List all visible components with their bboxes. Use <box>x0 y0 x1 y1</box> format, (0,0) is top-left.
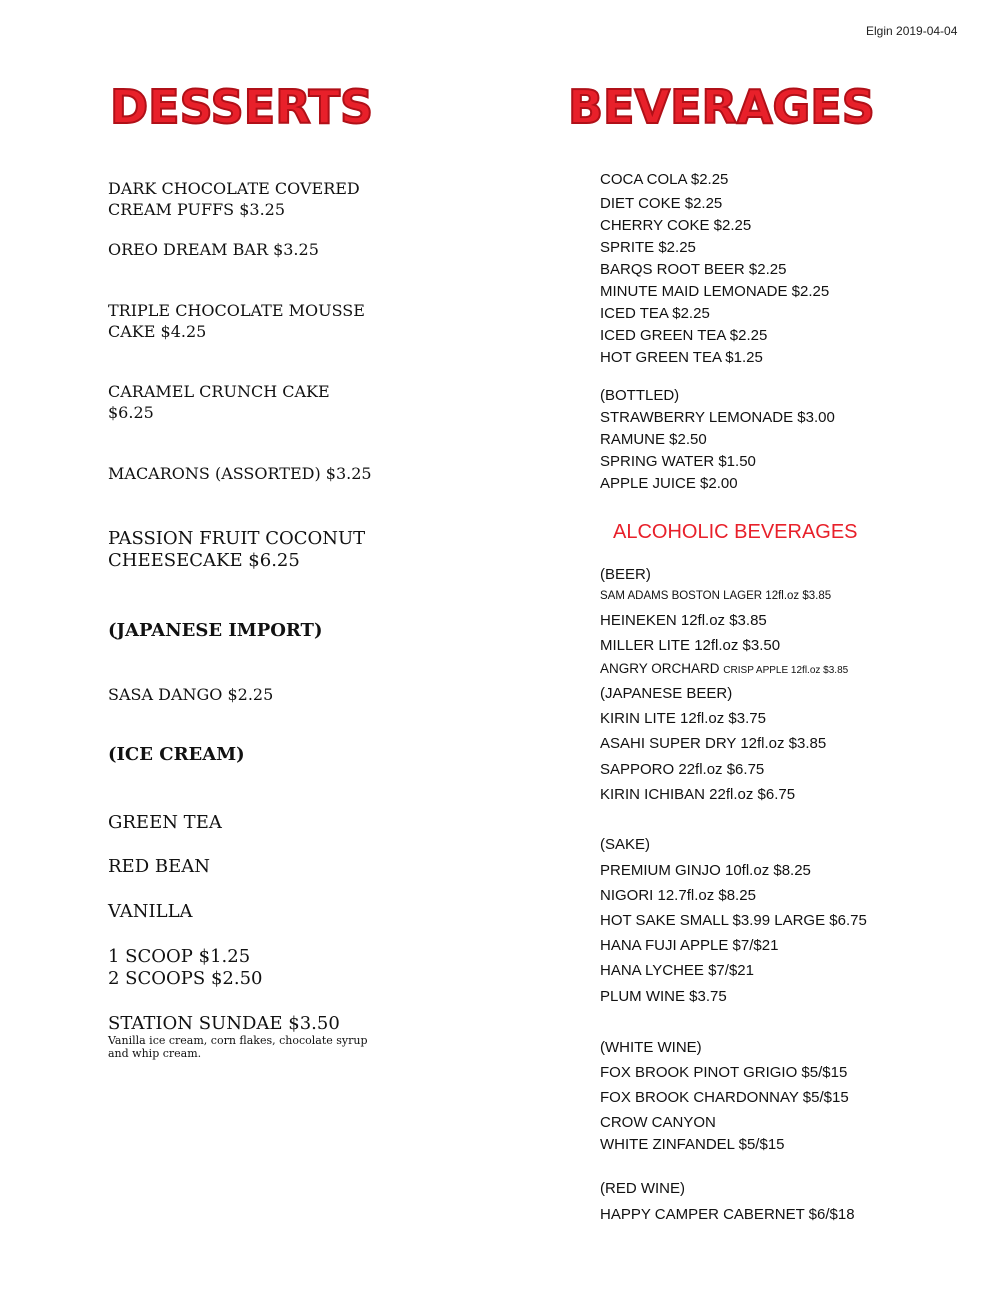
dessert-passion-line1: PASSION FRUIT COCONUT <box>108 528 366 549</box>
japanese-beer-header: (JAPANESE BEER) <box>600 685 733 702</box>
beer-sam-adams: SAM ADAMS BOSTON LAGER 12fl.oz $3.85 <box>600 590 832 602</box>
sake-premium-ginjo: PREMIUM GINJO 10fl.oz $8.25 <box>600 862 811 879</box>
japanese-beer-sapporo: SAPPORO 22fl.oz $6.75 <box>600 761 765 778</box>
japanese-beer-asahi: ASAHI SUPER DRY 12fl.oz $3.85 <box>600 735 827 752</box>
white-wine-header: (WHITE WINE) <box>600 1039 702 1056</box>
beer-miller-lite: MILLER LITE 12fl.oz $3.50 <box>600 637 781 654</box>
beer-heineken: HEINEKEN 12fl.oz $3.85 <box>600 612 767 629</box>
beer-angry-orchard-detail: CRISP APPLE 12fl.oz $3.85 <box>723 665 849 676</box>
beverage-diet-coke: DIET COKE $2.25 <box>600 195 723 212</box>
red-wine-header: (RED WINE) <box>600 1180 685 1197</box>
beverage-sprite: SPRITE $2.25 <box>600 239 696 256</box>
beer-header: (BEER) <box>600 566 651 583</box>
ice-cream-header: (ICE CREAM) <box>108 744 245 765</box>
beverage-hot-green-tea: HOT GREEN TEA $1.25 <box>600 349 763 366</box>
white-wine-chardonnay: FOX BROOK CHARDONNAY $5/$15 <box>600 1089 849 1106</box>
japanese-beer-kirin-lite: KIRIN LITE 12fl.oz $3.75 <box>600 710 766 727</box>
beverages-title: BEVERAGES <box>568 80 875 134</box>
beverage-iced-green-tea: ICED GREEN TEA $2.25 <box>600 327 768 344</box>
sundae-description-line1: Vanilla ice cream, corn flakes, chocolate syrup <box>108 1034 368 1047</box>
sake-header: (SAKE) <box>600 836 651 853</box>
beverage-lemonade: MINUTE MAID LEMONADE $2.25 <box>600 283 830 300</box>
beer-angry-orchard <box>600 661 848 676</box>
bottled-strawberry-lemonade: STRAWBERRY LEMONADE $3.00 <box>600 409 835 426</box>
dessert-cream-puffs-line2: CREAM PUFFS $3.25 <box>108 200 286 219</box>
beverage-coca-cola: COCA COLA $2.25 <box>600 171 729 188</box>
bottled-ramune: RAMUNE $2.50 <box>600 431 707 448</box>
dessert-passion-line2: CHEESECAKE $6.25 <box>108 550 300 571</box>
white-wine-pinot-grigio: FOX BROOK PINOT GRIGIO $5/$15 <box>600 1064 848 1081</box>
dessert-mousse-line1: TRIPLE CHOCOLATE MOUSSE <box>108 301 365 320</box>
sake-hana-lychee: HANA LYCHEE $7/$21 <box>600 962 754 979</box>
white-wine-crow-canyon-line2: WHITE ZINFANDEL $5/$15 <box>600 1136 785 1153</box>
ice-cream-green-tea: GREEN TEA <box>108 812 222 833</box>
japanese-import-header: (JAPANESE IMPORT) <box>108 620 323 641</box>
desserts-title: DESSERTS <box>110 80 374 134</box>
dessert-station-sundae: STATION SUNDAE $3.50 <box>108 1013 340 1034</box>
beverage-cherry-coke: CHERRY COKE $2.25 <box>600 217 752 234</box>
sake-nigori: NIGORI 12.7fl.oz $8.25 <box>600 887 756 904</box>
dessert-mousse-line2: CAKE $4.25 <box>108 322 207 341</box>
document-stamp: Elgin 2019-04-04 <box>866 24 958 38</box>
dessert-cream-puffs-line1: DARK CHOCOLATE COVERED <box>108 179 360 198</box>
dessert-caramel-line2: $6.25 <box>108 403 154 422</box>
dessert-oreo: OREO DREAM BAR $3.25 <box>108 240 319 259</box>
dessert-sasa-dango: SASA DANGO $2.25 <box>108 685 274 704</box>
sundae-description-line2: and whip cream. <box>108 1047 202 1060</box>
beverage-barqs: BARQS ROOT BEER $2.25 <box>600 261 787 278</box>
red-wine-happy-camper: HAPPY CAMPER CABERNET $6/$18 <box>600 1206 855 1223</box>
sake-hana-fuji-apple: HANA FUJI APPLE $7/$21 <box>600 937 779 954</box>
bottled-spring-water: SPRING WATER $1.50 <box>600 453 756 470</box>
ice-cream-vanilla: VANILLA <box>108 901 193 922</box>
sake-plum-wine: PLUM WINE $3.75 <box>600 988 727 1005</box>
bottled-header: (BOTTLED) <box>600 387 680 404</box>
bottled-apple-juice: APPLE JUICE $2.00 <box>600 475 738 492</box>
dessert-macarons: MACARONS (ASSORTED) $3.25 <box>108 464 372 483</box>
beverage-iced-tea: ICED TEA $2.25 <box>600 305 710 322</box>
ice-cream-two-scoops: 2 SCOOPS $2.50 <box>108 968 263 989</box>
sake-hot-sake: HOT SAKE SMALL $3.99 LARGE $6.75 <box>600 912 867 929</box>
japanese-beer-kirin-ichiban: KIRIN ICHIBAN 22fl.oz $6.75 <box>600 786 796 803</box>
white-wine-crow-canyon-line1: CROW CANYON <box>600 1114 716 1131</box>
beer-angry-orchard-name: ANGRY ORCHARD <box>600 661 720 676</box>
ice-cream-one-scoop: 1 SCOOP $1.25 <box>108 946 251 967</box>
ice-cream-red-bean: RED BEAN <box>108 856 210 877</box>
alcoholic-beverages-title: ALCOHOLIC BEVERAGES <box>613 521 858 543</box>
dessert-caramel-line1: CARAMEL CRUNCH CAKE <box>108 382 330 401</box>
